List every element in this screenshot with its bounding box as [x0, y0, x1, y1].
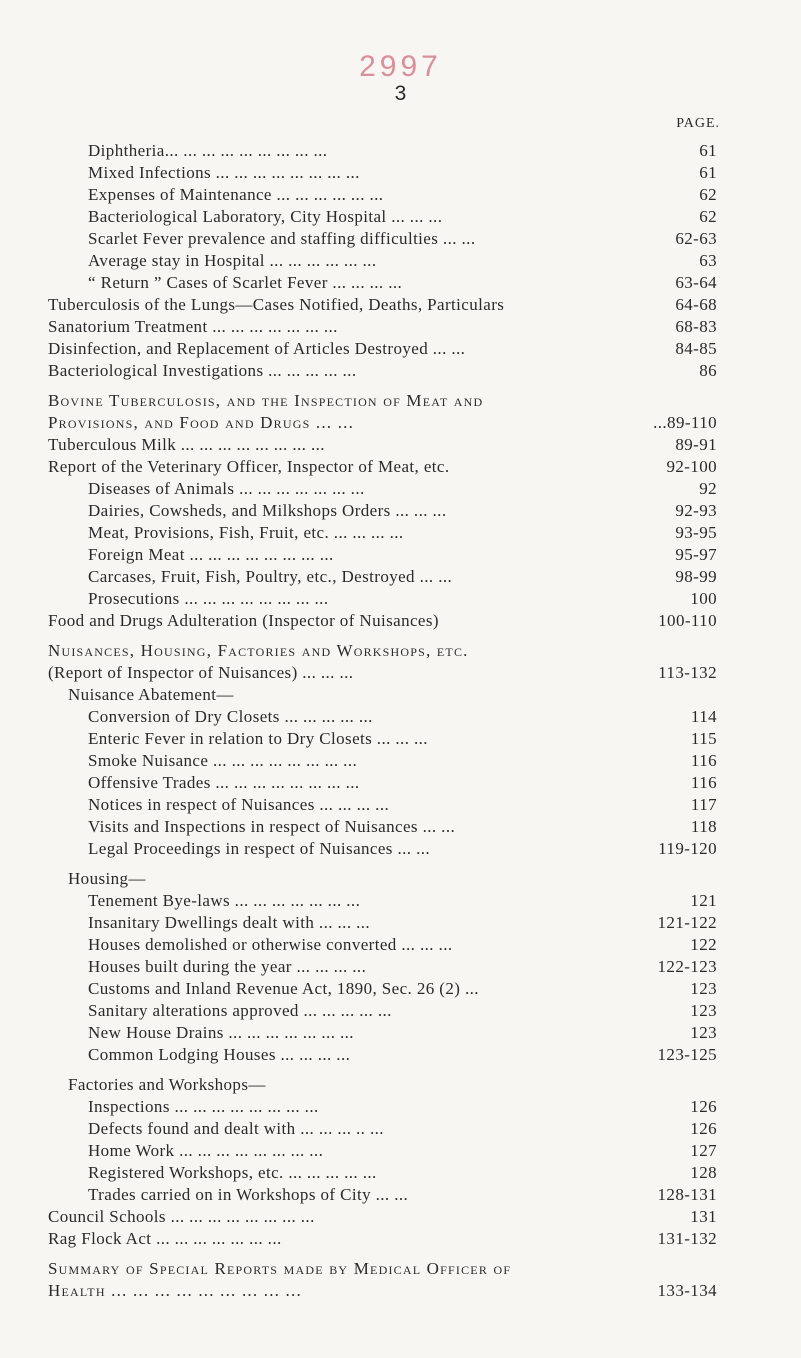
toc-entry — [0, 1044, 801, 1066]
toc-entry-page: 61 — [699, 163, 717, 182]
toc-entry-page: 119-120 — [658, 839, 717, 858]
toc-entry — [0, 140, 801, 162]
toc-entry-title: Houses built during the year ... ... ... ... — [88, 957, 367, 976]
toc-entry — [0, 1258, 801, 1280]
toc-entry-title: Health ... ... ... ... ... ... ... ... ... — [48, 1281, 302, 1300]
section-gap — [0, 1066, 801, 1074]
toc-entry-title: Offensive Trades ... ... ... ... ... ... ... ... — [88, 773, 360, 792]
toc-entry-title: Tuberculosis of the Lungs—Cases Notified, Deaths, Particulars — [48, 295, 505, 314]
toc-entry-title: Report of the Veterinary Officer, Inspector of Meat, etc. — [48, 457, 450, 476]
toc-entry — [0, 956, 801, 978]
toc-entry-title: Scarlet Fever prevalence and staffing difficulties ... ... — [88, 229, 476, 248]
toc-entry-page: 92 — [699, 479, 717, 498]
toc-entry-title: Diseases of Animals ... ... ... ... ... ... ... — [88, 479, 365, 498]
toc-entry — [0, 750, 801, 772]
toc-entry-title: Inspections ... ... ... ... ... ... ... ... — [88, 1097, 319, 1116]
toc-entry-title: Average stay in Hospital ... ... ... ... ... ... — [88, 251, 377, 270]
toc-entry — [0, 1184, 801, 1206]
toc-entry-title: (Report of Inspector of Nuisances) ... ... ... — [48, 663, 354, 682]
toc-entry — [0, 1206, 801, 1228]
toc-entry-page: 122-123 — [657, 957, 717, 976]
toc-entry-page: 68-83 — [675, 317, 717, 336]
toc-entry — [0, 640, 801, 662]
toc-entry-title: Home Work ... ... ... ... ... ... ... ... — [88, 1141, 324, 1160]
toc-entry-page: 86 — [699, 361, 717, 380]
toc-entry — [0, 250, 801, 272]
toc-entry — [0, 478, 801, 500]
toc-entry-page: 63-64 — [675, 273, 717, 292]
toc-entry-page: 133-134 — [657, 1281, 717, 1300]
toc-entry-title: Council Schools ... ... ... ... ... ... ... ... — [48, 1207, 315, 1226]
toc-entry — [0, 272, 801, 294]
toc-entry-page: 118 — [690, 817, 717, 836]
toc-entry-page: 98-99 — [675, 567, 717, 586]
toc-entry-page: 64-68 — [675, 295, 717, 314]
toc-entry-page: 89-91 — [675, 435, 717, 454]
page-column-label: PAGE. — [676, 116, 720, 131]
toc-entry — [0, 728, 801, 750]
toc-entry — [0, 1140, 801, 1162]
toc-entry-title: Houses demolished or otherwise converted ... ... ... — [88, 935, 453, 954]
toc-entry-page: 126 — [690, 1097, 717, 1116]
toc-entry — [0, 816, 801, 838]
toc-entry-title: Sanatorium Treatment ... ... ... ... ... ... ... — [48, 317, 338, 336]
toc-entry — [0, 522, 801, 544]
toc-entry-title: Customs and Inland Revenue Act, 1890, Sec. 26 (2) ... — [88, 979, 479, 998]
toc-entry-title: Factories and Workshops— — [68, 1075, 266, 1094]
toc-entry — [0, 544, 801, 566]
toc-entry-page: 100 — [690, 589, 717, 608]
toc-entry — [0, 456, 801, 478]
toc-entry-title: Bovine Tuberculosis, and the Inspection of Meat and — [48, 391, 484, 410]
toc-entry-title: Diphtheria... ... ... ... ... ... ... ... ... — [88, 141, 328, 160]
toc-entry-title: Dairies, Cowsheds, and Milkshops Orders ... ... ... — [88, 501, 447, 520]
toc-entry — [0, 184, 801, 206]
toc-entry — [0, 890, 801, 912]
toc-entry-title: Nuisance Abatement— — [68, 685, 234, 704]
section-gap — [0, 1250, 801, 1258]
toc-entry-title: Summary of Special Reports made by Medical Officer of — [48, 1259, 512, 1278]
toc-entry — [0, 1162, 801, 1184]
toc-entry — [0, 412, 801, 434]
toc-entry — [0, 1000, 801, 1022]
toc-entry-page: 95-97 — [675, 545, 717, 564]
toc-entry-page: 92-93 — [675, 501, 717, 520]
toc-entry — [0, 228, 801, 250]
toc-entry — [0, 868, 801, 890]
toc-entry-page: 131 — [690, 1207, 717, 1226]
toc-entry — [0, 390, 801, 412]
toc-entry-title: Carcases, Fruit, Fish, Poultry, etc., Destroyed ... ... — [88, 567, 453, 586]
toc-entry-title: Foreign Meat ... ... ... ... ... ... ... ... — [88, 545, 334, 564]
toc-entry-title: Smoke Nuisance ... ... ... ... ... ... ... ... — [88, 751, 358, 770]
toc-entry-title: “ Return ” Cases of Scarlet Fever ... ... ... ... — [88, 273, 403, 292]
toc-entry-title: Food and Drugs Adulteration (Inspector of Nuisances) — [48, 611, 439, 630]
toc-entry — [0, 706, 801, 728]
toc-entry-page: 117 — [690, 795, 717, 814]
toc-entry-page: 116 — [690, 773, 717, 792]
table-of-contents — [0, 140, 801, 1302]
toc-entry — [0, 588, 801, 610]
toc-entry-title: Common Lodging Houses ... ... ... ... — [88, 1045, 351, 1064]
toc-entry — [0, 610, 801, 632]
toc-entry-page: 116 — [690, 751, 717, 770]
toc-entry — [0, 794, 801, 816]
toc-entry-title: Bacteriological Investigations ... ... ... ... ... — [48, 361, 357, 380]
toc-entry-title: Expenses of Maintenance ... ... ... ... ... ... — [88, 185, 384, 204]
toc-entry-page: 62 — [699, 207, 717, 226]
toc-entry — [0, 1022, 801, 1044]
toc-entry-page: 128-131 — [657, 1185, 717, 1204]
toc-entry-title: Prosecutions ... ... ... ... ... ... ... ... — [88, 589, 329, 608]
toc-entry-page: 123 — [690, 1023, 717, 1042]
toc-entry-page: 127 — [690, 1141, 717, 1160]
page-number: 3 — [394, 82, 407, 105]
toc-entry-page: 128 — [690, 1163, 717, 1182]
toc-entry-page: 123-125 — [657, 1045, 717, 1064]
toc-entry-title: Provisions, and Food and Drugs ... ... — [48, 413, 355, 432]
toc-entry — [0, 1228, 801, 1250]
toc-entry-page: 92-100 — [666, 457, 717, 476]
toc-entry-title: Sanitary alterations approved ... ... ... ... ... — [88, 1001, 392, 1020]
toc-entry-page: 123 — [690, 1001, 717, 1020]
toc-entry-title: Enteric Fever in relation to Dry Closets ... ... ... — [88, 729, 428, 748]
toc-entry — [0, 1280, 801, 1302]
toc-entry — [0, 772, 801, 794]
toc-entry-page: 63 — [699, 251, 717, 270]
archive-stamp-number: 2997 — [359, 50, 442, 83]
toc-entry — [0, 338, 801, 360]
toc-entry-page: 122 — [690, 935, 717, 954]
section-gap — [0, 382, 801, 390]
toc-entry — [0, 838, 801, 860]
toc-entry-page: 115 — [690, 729, 717, 748]
toc-entry-title: Defects found and dealt with ... ... ... .. ... — [88, 1119, 384, 1138]
toc-entry-page: 62 — [699, 185, 717, 204]
toc-entry-title: Disinfection, and Replacement of Articles Destroyed ... ... — [48, 339, 466, 358]
toc-entry-title: Visits and Inspections in respect of Nuisances ... ... — [88, 817, 456, 836]
toc-entry — [0, 1096, 801, 1118]
toc-entry-page: 100-110 — [658, 611, 717, 630]
section-gap — [0, 860, 801, 868]
toc-entry-title: Bacteriological Laboratory, City Hospital ... ... ... — [88, 207, 443, 226]
toc-entry-page: ...89-110 — [653, 413, 717, 432]
toc-entry-title: Tuberculous Milk ... ... ... ... ... ... ... ... — [48, 435, 325, 454]
toc-entry-page: 62-63 — [675, 229, 717, 248]
toc-entry-title: Conversion of Dry Closets ... ... ... ... ... — [88, 707, 373, 726]
toc-entry-page: 61 — [699, 141, 717, 160]
toc-entry — [0, 978, 801, 1000]
toc-entry-page: 93-95 — [675, 523, 717, 542]
toc-entry-title: Nuisances, Housing, Factories and Workshops, etc. — [48, 641, 469, 660]
toc-entry-title: Registered Workshops, etc. ... ... ... ... ... — [88, 1163, 377, 1182]
toc-entry — [0, 912, 801, 934]
toc-entry — [0, 294, 801, 316]
toc-entry-page: 121-122 — [657, 913, 717, 932]
toc-entry-page: 113-132 — [658, 663, 717, 682]
toc-entry — [0, 1118, 801, 1140]
toc-entry-title: Rag Flock Act ... ... ... ... ... ... ... — [48, 1229, 282, 1248]
toc-entry — [0, 162, 801, 184]
toc-entry-title: Housing— — [68, 869, 146, 888]
toc-entry — [0, 500, 801, 522]
toc-entry-title: Mixed Infections ... ... ... ... ... ... ... ... — [88, 163, 360, 182]
toc-entry — [0, 934, 801, 956]
toc-entry — [0, 206, 801, 228]
toc-entry-title: Notices in respect of Nuisances ... ... ... ... — [88, 795, 390, 814]
toc-entry-title: Tenement Bye-laws ... ... ... ... ... ... ... — [88, 891, 361, 910]
toc-entry — [0, 1074, 801, 1096]
toc-entry-title: Insanitary Dwellings dealt with ... ... ... — [88, 913, 371, 932]
toc-entry-page: 123 — [690, 979, 717, 998]
toc-entry — [0, 566, 801, 588]
toc-entry — [0, 316, 801, 338]
toc-entry — [0, 662, 801, 684]
toc-entry-title: Trades carried on in Workshops of City ... ... — [88, 1185, 409, 1204]
toc-entry-title: Legal Proceedings in respect of Nuisances ... ... — [88, 839, 431, 858]
toc-entry — [0, 360, 801, 382]
toc-entry-page: 121 — [690, 891, 717, 910]
toc-entry-page: 114 — [690, 707, 717, 726]
toc-entry-title: Meat, Provisions, Fish, Fruit, etc. ... ... ... ... — [88, 523, 404, 542]
toc-entry — [0, 684, 801, 706]
toc-entry-page: 131-132 — [657, 1229, 717, 1248]
toc-entry-title: New House Drains ... ... ... ... ... ... ... — [88, 1023, 354, 1042]
section-gap — [0, 632, 801, 640]
toc-entry-page: 126 — [690, 1119, 717, 1138]
toc-entry-page: 84-85 — [675, 339, 717, 358]
toc-entry — [0, 434, 801, 456]
